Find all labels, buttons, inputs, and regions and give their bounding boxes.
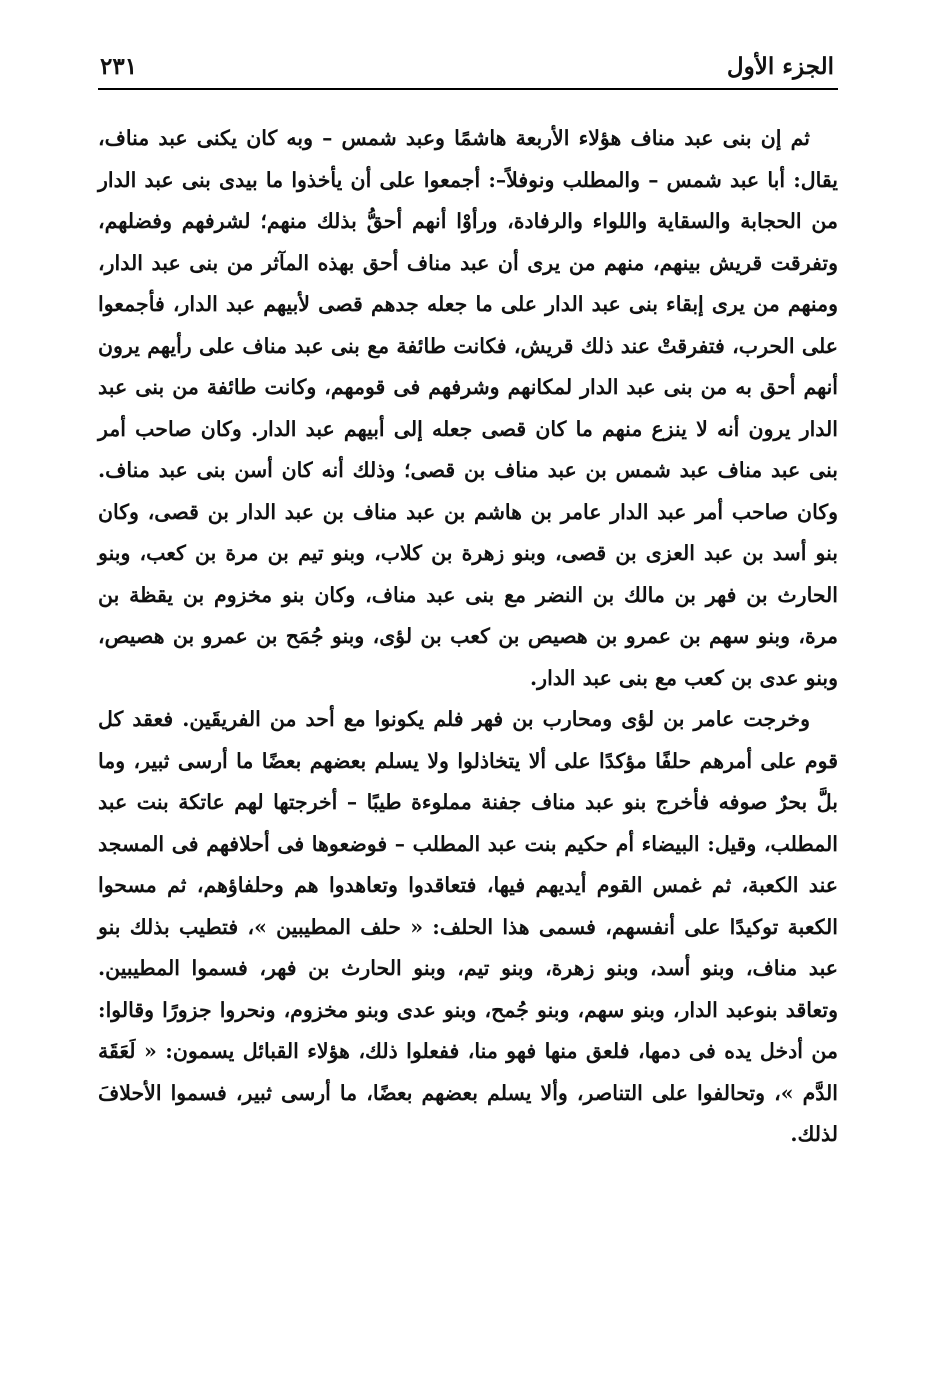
- page-number: ٢٣١: [100, 53, 138, 80]
- book-page: [98, 38, 838, 1338]
- paragraph-1: ثم إن بنى عبد مناف هؤلاء الأربعة هاشمًا وعبد شمس – وبه كان يكنى عبد مناف، يقال: أبا عبد شمس – والمطلب ونوفلاً–: أجمعوا على أن يأخذوا ما بيدى بنى عبد الدار من الحجابة والسقاية واللواء والرفادة، ورأوْا أنهم أحقُّ بذلك منهم؛ لشرفهم وفضلهم، وتفرقت قريش بينهم، منهم من يرى أن عبد مناف أحق بهذه المآثر من بنى عبد الدار، ومنهم من يرى إبقاء بنى عبد الدار على ما جعله جدهم قصى لأبيهم عبد الدار، فأجمعوا على الحرب، فتفرقتْ عند ذلك قريش، فكانت طائفة مع بنى عبد مناف على رأيهم يرون أنهم أحق به من بنى عبد الدار لمكانهم وشرفهم فى قومهم، وكانت طائفة من بنى عبد الدار يرون أنه لا ينزع منهم ما كان قصى جعله إلى أبيهم عبد الدار. وكان صاحب أمر بنى عبد مناف عبد شمس بن عبد مناف بن قصى؛ وذلك أنه كان أسن بنى عبد مناف. وكان صاحب أمر عبد الدار عامر بن هاشم بن عبد مناف بن عبد الدار بن قصى، وكان بنو أسد بن عبد العزى بن قصى، وبنو زهرة بن كلاب، وبنو تيم بن مرة بن كعب، وبنو الحارث بن فهر بن مالك بن النضر مع بنى عبد مناف، وكان بنو مخزوم بن يقظة بن مرة، وبنو سهم بن عمرو بن هصيص بن كعب بن لؤى، وبنو جُمَح بن عمرو بن هصيص، وبنو عدى بن كعب مع بنى عبد الدار.: [98, 126, 838, 690]
- page-body: [98, 118, 838, 1156]
- running-title: الجزء الأول: [726, 53, 834, 80]
- paragraph-2: وخرجت عامر بن لؤى ومحارب بن فهر فلم يكونوا مع أحد من الفريقَين. فعقد كل قوم على أمرهم حلفًا مؤكدًا على ألا يتخاذلوا ولا يسلم بعضهم بعضًا ما أرسى ثبير، وما بلَّ بحرٌ صوفه فأخرج بنو عبد مناف جفنة مملوءة طيبًا – أخرجتها لهم عاتكة بنت عبد المطلب، وقيل: البيضاء أم حكيم بنت عبد المطلب – فوضعوها فى أحلافهم فى المسجد عند الكعبة، ثم غمس القوم أيديهم فيها، فتعاقدوا وتعاهدوا هم وحلفاؤهم، ثم مسحوا الكعبة توكيدًا على أنفسهم، فسمى هذا الحلف: « حلف المطيبين »، فتطيب بذلك بنو عبد مناف، وبنو أسد، وبنو زهرة، وبنو تيم، وبنو الحارث بن فهر، فسموا المطيبين. وتعاقد بنوعبد الدار، وبنو سهم، وبنو جُمح، وبنو عدى وبنو مخزوم، ونحروا جزورًا وقالوا: من أدخل يده فى دمها، فلعق منها فهو منا، ففعلوا ذلك، هؤلاء القبائل يسمون: « لَعَقَة الدَّم »، وتحالفوا على التناصر، وألا يسلم بعضهم بعضًا، ما أرسى ثبير، فسموا الأحلافَ لذلك.: [98, 707, 838, 1146]
- page-header: [98, 38, 838, 90]
